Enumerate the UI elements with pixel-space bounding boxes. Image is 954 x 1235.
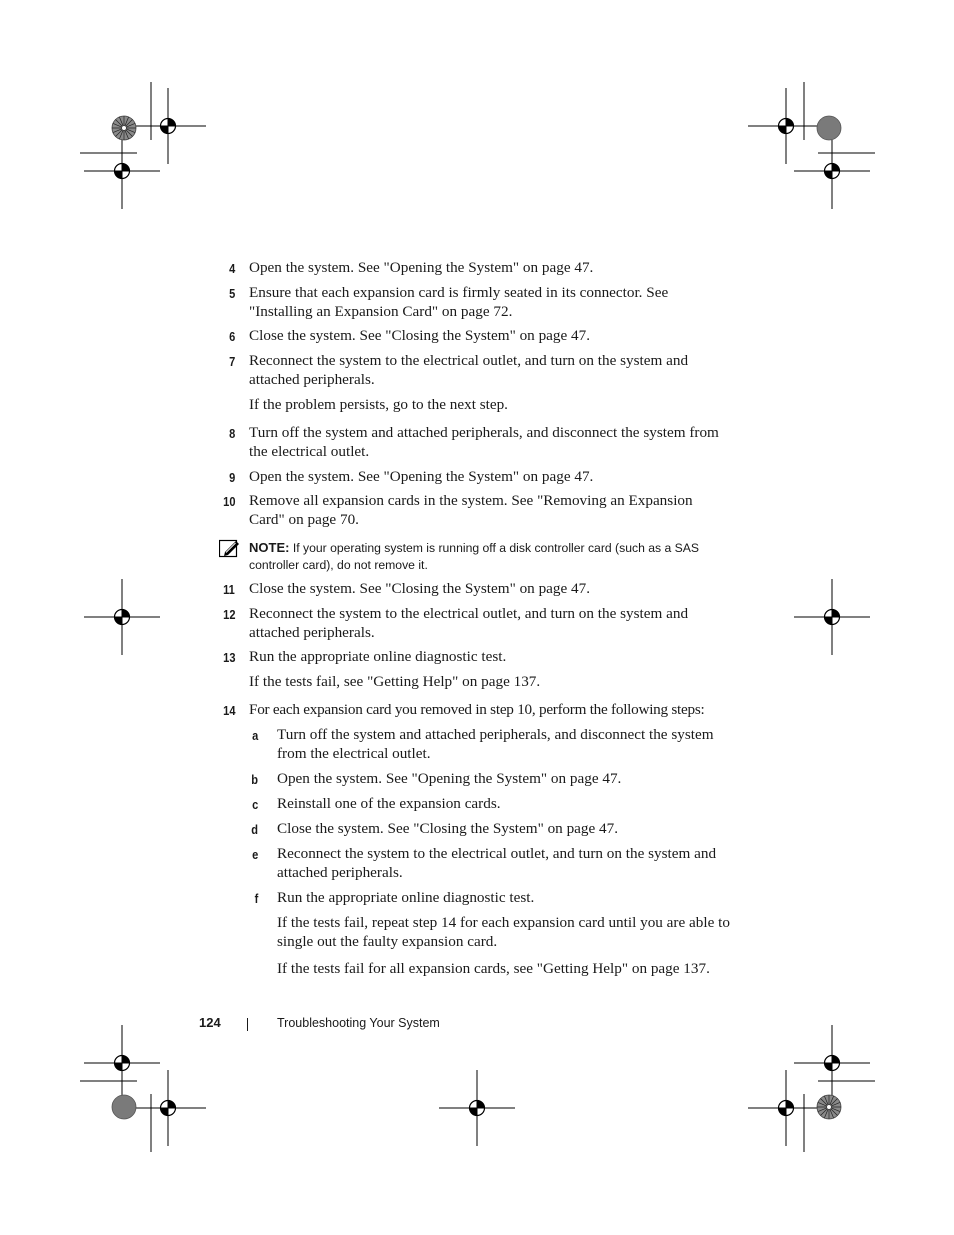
step-number: 8	[228, 426, 235, 441]
page-number: 124	[199, 1015, 221, 1030]
step-text: Open the system. See "Opening the System" on page 47.	[249, 468, 594, 485]
step-number: 11	[223, 582, 235, 597]
pencil-note-icon	[219, 538, 241, 558]
note-text: If your operating system is running off a disk controller card (such as a SAS controller card), do not remove it.	[249, 541, 700, 572]
substep-f-followup-1: If the tests fail, repeat step 14 for each expansion card until you are able to single out the faulty expansion card.	[277, 914, 730, 950]
step-text: Reconnect the system to the electrical outlet, and turn on the system and attached peripherals.	[249, 352, 689, 388]
step-text: Run the appropriate online diagnostic test.	[249, 648, 507, 665]
substep-text: Open the system. See "Opening the System" on page 47.	[277, 770, 622, 787]
step-number: 4	[228, 261, 235, 276]
step-text: Close the system. See "Closing the System" on page 47.	[249, 327, 591, 344]
running-footer-title: Troubleshooting Your System	[277, 1016, 440, 1030]
substep-text: Turn off the system and attached peripherals, and disconnect the system from the electrical outlet.	[277, 726, 714, 762]
footer-divider	[247, 1018, 248, 1031]
substep-text: Reconnect the system to the electrical outlet, and turn on the system and attached peripherals.	[277, 845, 717, 881]
substep-letter: a	[251, 728, 258, 743]
step-number: 5	[228, 286, 235, 301]
step-number: 7	[228, 354, 235, 369]
note-label: NOTE:	[249, 540, 290, 555]
substep-letter: e	[251, 847, 258, 862]
step-7-followup: If the problem persists, go to the next step.	[249, 396, 508, 413]
substep-letter: b	[251, 772, 258, 787]
substep-f-followup-2: If the tests fail for all expansion cards, see "Getting Help" on page 137.	[277, 960, 710, 977]
note-block	[249, 539, 729, 574]
substep-text: Close the system. See "Closing the System" on page 47.	[277, 820, 619, 837]
step-text: Remove all expansion cards in the system. See "Removing an Expansion Card" on page 70.	[249, 492, 693, 528]
step-number: 6	[228, 329, 235, 344]
step-13-followup: If the tests fail, see "Getting Help" on page 137.	[249, 673, 541, 690]
step-text: Turn off the system and attached peripherals, and disconnect the system from the electrical outlet.	[249, 424, 719, 460]
substep-letter: f	[254, 891, 258, 906]
step-number: 10	[222, 494, 235, 509]
step-number: 14	[222, 703, 235, 718]
step-text: Open the system. See "Opening the System" on page 47.	[249, 259, 594, 276]
substep-letter: d	[251, 822, 258, 837]
substep-letter: c	[251, 797, 258, 812]
step-text: Close the system. See "Closing the System" on page 47.	[249, 580, 591, 597]
substep-text: Reinstall one of the expansion cards.	[277, 795, 501, 812]
step-number: 12	[222, 607, 235, 622]
step-text: For each expansion card you removed in step 10, perform the following steps:	[249, 701, 705, 718]
step-number: 13	[222, 650, 235, 665]
step-text: Reconnect the system to the electrical outlet, and turn on the system and attached peripherals.	[249, 605, 689, 641]
step-text: Ensure that each expansion card is firmly seated in its connector. See "Installing an Expansion Card" on page 72.	[249, 284, 669, 320]
step-number: 9	[228, 470, 235, 485]
substep-text: Run the appropriate online diagnostic test.	[277, 889, 535, 906]
